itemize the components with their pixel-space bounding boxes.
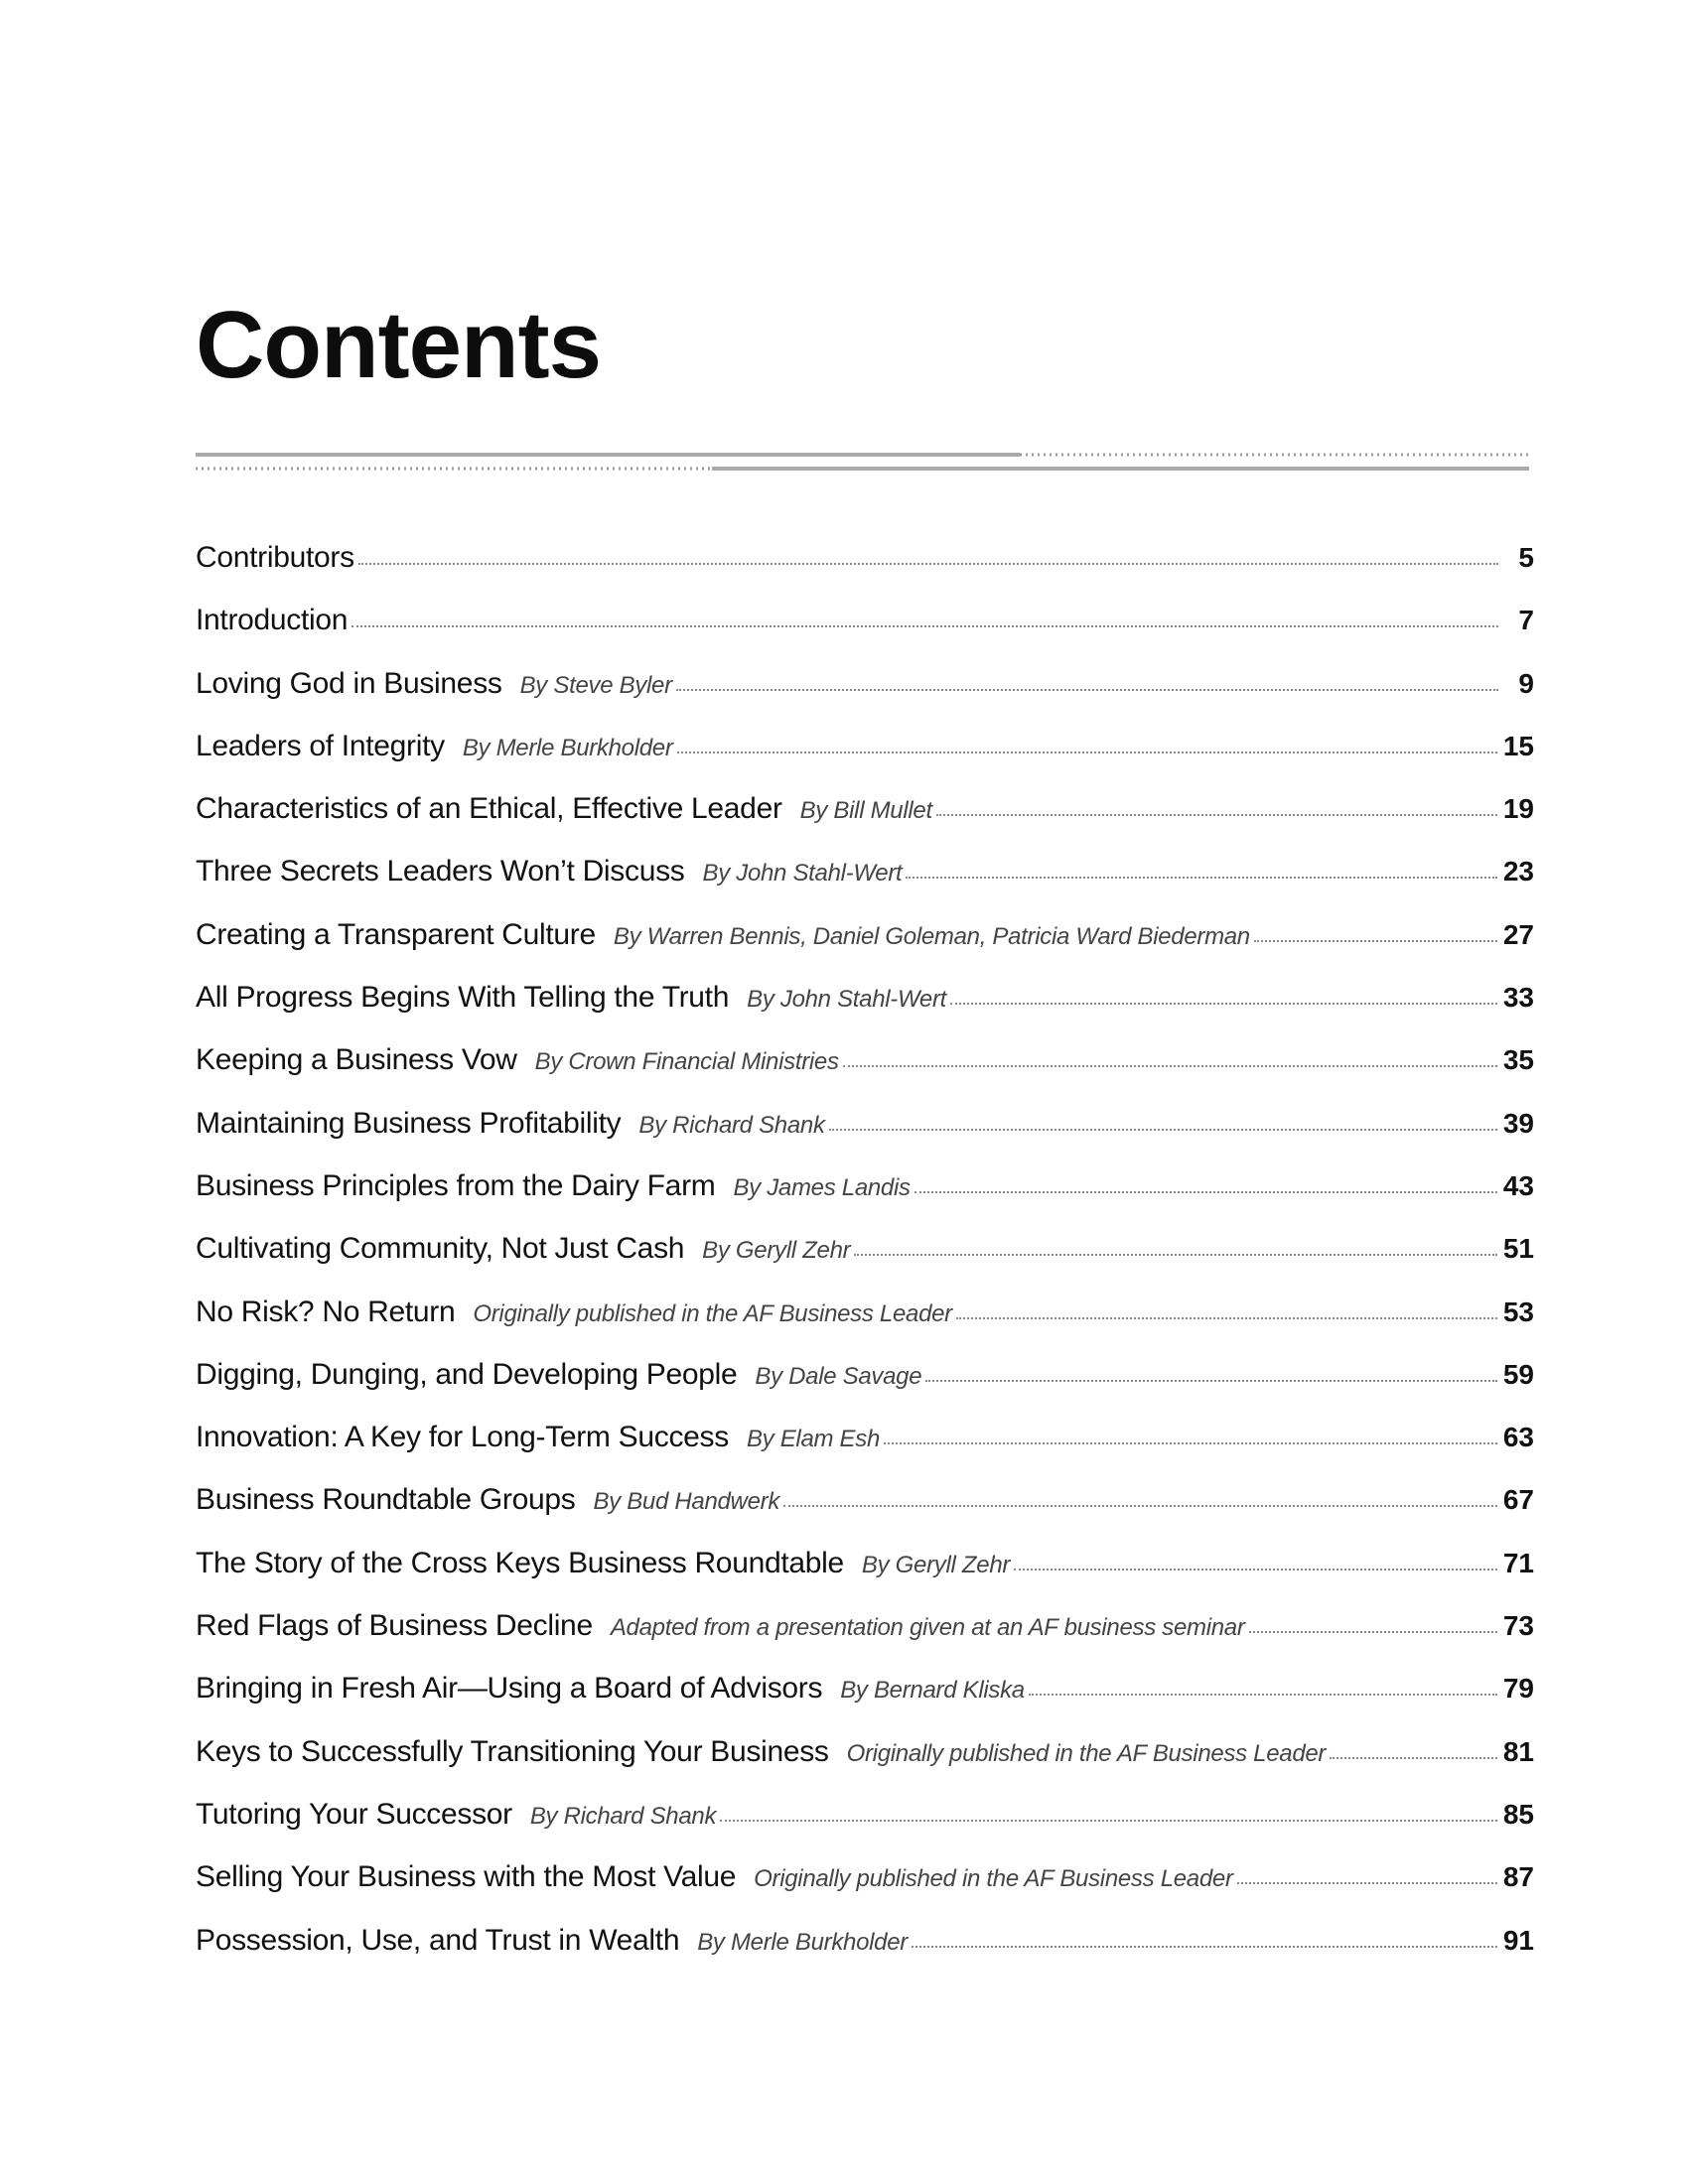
dot-leader — [884, 1442, 1497, 1444]
dot-leader — [956, 1317, 1497, 1319]
toc-entry[interactable] — [196, 667, 1534, 730]
dot-leader — [1330, 1757, 1497, 1759]
toc-entry-author: Originally published in the AF Business Leader — [846, 1739, 1327, 1767]
toc-entry-page-number: 5 — [1518, 542, 1534, 573]
toc-entry[interactable] — [196, 1232, 1534, 1295]
toc-entry-title: Tutoring Your Successor — [196, 1797, 512, 1831]
toc-entry-title: Three Secrets Leaders Won’t Discuss — [196, 855, 685, 888]
toc-entry-author: Originally published in the AF Business Leader — [754, 1865, 1233, 1893]
toc-entry-author: By Steve Byler — [519, 671, 672, 699]
toc-entry-title: Selling Your Business with the Most Value — [196, 1860, 737, 1894]
toc-entry-title: Characteristics of an Ethical, Effective Leader — [196, 792, 782, 826]
toc-entry-author: By John Stahl-Wert — [702, 860, 903, 887]
toc-entry-page-number: 39 — [1502, 1107, 1534, 1139]
toc-entry-title: Keeping a Business Vow — [196, 1043, 517, 1077]
dot-leader — [829, 1129, 1497, 1131]
toc-entry-title: Contributors — [196, 541, 354, 574]
toc-entry-title: Digging, Dunging, and Developing People — [196, 1357, 738, 1391]
dot-leader — [843, 1065, 1497, 1067]
toc-entry-title: Cultivating Community, Not Just Cash — [196, 1232, 685, 1266]
toc-entry[interactable] — [196, 1483, 1534, 1546]
toc-entry-page-number: 81 — [1502, 1735, 1534, 1767]
toc-entry-page-number: 9 — [1518, 667, 1534, 699]
dot-leader — [1254, 940, 1497, 942]
toc-entry-author: Adapted from a presentation given at an AF business seminar — [610, 1614, 1245, 1642]
dot-leader — [854, 1254, 1497, 1256]
toc-entry-title: Creating a Transparent Culture — [196, 917, 596, 951]
toc-entry[interactable] — [196, 1860, 1534, 1923]
toc-entry-title: Leaders of Integrity — [196, 729, 445, 762]
dot-leader — [925, 1380, 1497, 1382]
toc-entry-page-number: 15 — [1502, 730, 1534, 761]
page-title: Contents — [196, 292, 601, 398]
toc-entry[interactable] — [196, 1107, 1534, 1169]
table-of-contents — [196, 541, 1534, 1986]
toc-entry-page-number: 53 — [1502, 1296, 1534, 1327]
toc-entry-page-number: 19 — [1502, 793, 1534, 825]
toc-entry-title: No Risk? No Return — [196, 1295, 456, 1328]
dot-leader — [677, 751, 1497, 753]
toc-entry-page-number: 23 — [1502, 856, 1534, 887]
toc-entry[interactable] — [196, 1358, 1534, 1421]
toc-entry-page-number: 59 — [1502, 1358, 1534, 1390]
dot-leader — [352, 625, 1498, 627]
toc-entry[interactable] — [196, 1043, 1534, 1106]
toc-entry-author: By Dale Savage — [755, 1362, 922, 1390]
toc-entry-author: Originally published in the AF Business Leader — [473, 1299, 952, 1327]
divider-graphic — [196, 452, 1529, 474]
toc-entry[interactable] — [196, 1296, 1534, 1358]
toc-entry[interactable] — [196, 541, 1534, 604]
toc-entry-page-number: 43 — [1502, 1169, 1534, 1201]
toc-entry-page-number: 27 — [1502, 918, 1534, 950]
toc-entry-title: Bringing in Fresh Air—Using a Board of Advisors — [196, 1672, 823, 1706]
toc-entry-title: Maintaining Business Profitability — [196, 1106, 622, 1140]
toc-entry-page-number: 7 — [1518, 605, 1534, 636]
toc-entry-title: Business Roundtable Groups — [196, 1483, 576, 1517]
toc-entry[interactable] — [196, 1609, 1534, 1672]
toc-entry[interactable] — [196, 1735, 1534, 1798]
toc-entry-page-number: 73 — [1502, 1610, 1534, 1642]
toc-entry-author: By John Stahl-Wert — [747, 986, 947, 1014]
dot-leader — [358, 563, 1498, 565]
toc-entry-page-number: 71 — [1502, 1547, 1534, 1578]
dot-leader — [906, 877, 1496, 879]
dot-leader — [720, 1820, 1497, 1822]
toc-entry-page-number: 63 — [1502, 1422, 1534, 1453]
dot-leader — [936, 814, 1497, 816]
toc-entry[interactable] — [196, 1169, 1534, 1232]
toc-entry-author: By Merle Burkholder — [697, 1928, 908, 1956]
toc-entry-author: By Geryll Zehr — [861, 1551, 1011, 1578]
toc-entry-author: By Richard Shank — [529, 1802, 717, 1830]
toc-entry-title: Introduction — [196, 604, 349, 637]
toc-entry-page-number: 91 — [1502, 1924, 1534, 1956]
dot-leader — [1237, 1882, 1497, 1884]
dot-leader — [1029, 1694, 1497, 1696]
title-divider — [196, 452, 1529, 474]
toc-entry-page-number: 51 — [1502, 1233, 1534, 1265]
toc-entry-title: Possession, Use, and Trust in Wealth — [196, 1923, 680, 1957]
toc-entry-author: By Crown Financial Ministries — [534, 1048, 839, 1076]
toc-entry[interactable] — [196, 1798, 1534, 1860]
toc-entry-page-number: 35 — [1502, 1044, 1534, 1076]
toc-entry-page-number: 85 — [1502, 1798, 1534, 1830]
toc-entry[interactable] — [196, 1924, 1534, 1986]
toc-entry-author: By Bernard Kliska — [840, 1677, 1025, 1705]
toc-entry-title: Loving God in Business — [196, 666, 502, 700]
toc-entry-author: By Elam Esh — [746, 1426, 881, 1453]
toc-entry-page-number: 67 — [1502, 1484, 1534, 1516]
toc-entry-author: By Geryll Zehr — [702, 1237, 851, 1265]
dot-leader — [676, 689, 1498, 691]
toc-entry-author: By Bill Mullet — [799, 797, 932, 825]
dot-leader — [1249, 1631, 1497, 1633]
toc-entry[interactable] — [196, 604, 1534, 666]
toc-entry[interactable] — [196, 1672, 1534, 1734]
toc-entry[interactable] — [196, 981, 1534, 1043]
toc-entry-page-number: 33 — [1502, 982, 1534, 1014]
toc-entry-title: Red Flags of Business Decline — [196, 1609, 593, 1643]
dot-leader — [914, 1191, 1497, 1193]
toc-entry[interactable] — [196, 918, 1534, 981]
toc-entry[interactable] — [196, 1421, 1534, 1483]
toc-entry[interactable] — [196, 730, 1534, 792]
toc-entry-author: By Merle Burkholder — [462, 734, 673, 761]
toc-entry-page-number: 87 — [1502, 1861, 1534, 1893]
toc-entry[interactable] — [196, 1547, 1534, 1609]
toc-entry-author: By Bud Handwerk — [593, 1488, 780, 1516]
toc-entry[interactable] — [196, 792, 1534, 855]
toc-entry-title: Innovation: A Key for Long-Term Success — [196, 1421, 729, 1454]
toc-entry-author: By James Landis — [733, 1173, 911, 1201]
dot-leader — [912, 1946, 1497, 1948]
toc-entry-title: Keys to Successfully Transitioning Your Business — [196, 1734, 829, 1768]
toc-entry[interactable] — [196, 855, 1534, 917]
toc-entry-author: By Warren Bennis, Daniel Goleman, Patricia Ward Biederman — [613, 922, 1250, 950]
toc-entry-page-number: 79 — [1502, 1673, 1534, 1705]
toc-entry-title: Business Principles from the Dairy Farm — [196, 1168, 716, 1202]
toc-entry-title: All Progress Begins With Telling the Truth — [196, 981, 730, 1015]
toc-entry-author: By Richard Shank — [638, 1111, 825, 1139]
dot-leader — [950, 1003, 1497, 1005]
dot-leader — [1014, 1569, 1497, 1570]
dot-leader — [783, 1505, 1497, 1507]
toc-entry-title: The Story of the Cross Keys Business Roundtable — [196, 1546, 844, 1579]
